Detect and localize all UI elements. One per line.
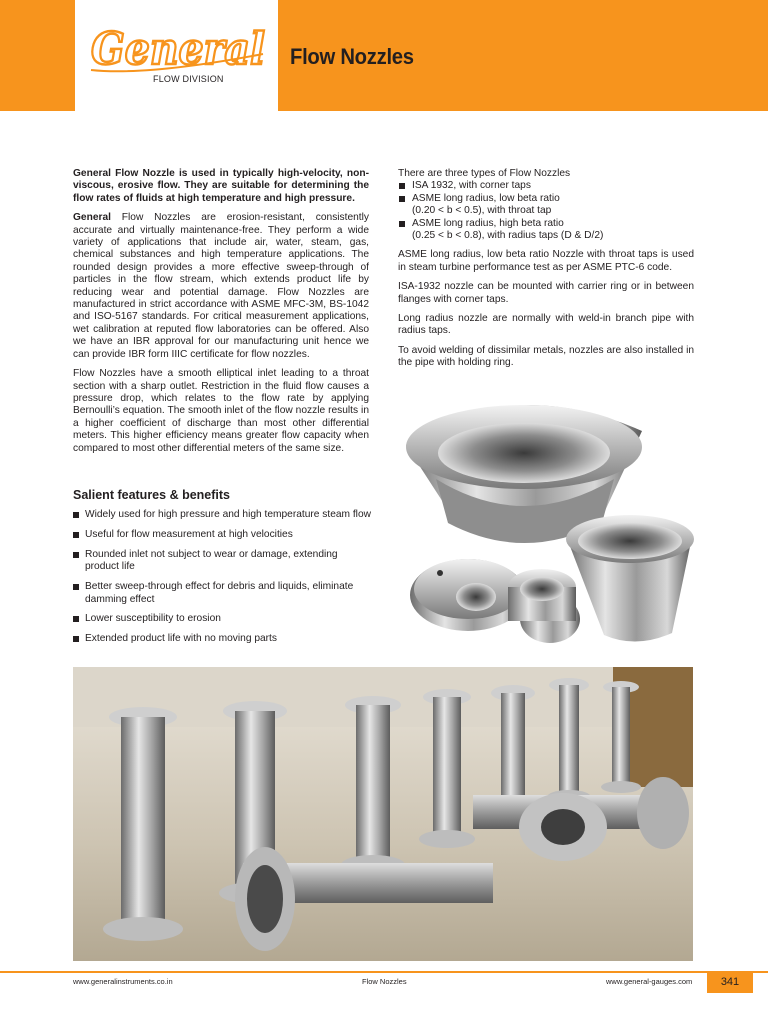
brand-lead: General — [73, 212, 111, 224]
intro-paragraph: General Flow Nozzle is used in typically high-velocity, non-viscous, erosive flow. They are suitable for determining the flow rates of fluids at high temperature and high pressure. — [73, 168, 369, 204]
flow-nozzle-assemblies-photo — [73, 667, 693, 961]
page-number — [707, 971, 753, 993]
list-item: ASME long radius, high beta ratio (0.25 < b < 0.8), with radius taps (D & D/2) — [398, 218, 694, 243]
footer-section-name: Flow Nozzles — [362, 977, 407, 986]
feature-item: Lower susceptibility to erosion — [73, 613, 373, 625]
nozzle-product-photo — [392, 383, 732, 663]
features-title: Salient features & benefits — [73, 488, 230, 502]
list-item: ISA 1932, with corner taps — [398, 180, 694, 192]
right-paragraph: To avoid welding of dissimilar metals, nozzles are also installed in the pipe with holding ring. — [398, 344, 694, 369]
square-bullet-icon — [399, 183, 405, 189]
square-bullet-icon — [399, 196, 405, 202]
general-logo — [87, 14, 269, 78]
right-column — [398, 168, 694, 377]
footer-rule — [0, 971, 768, 973]
square-bullet-icon — [73, 552, 79, 558]
footer-website-left[interactable]: www.generalinstruments.co.in — [73, 977, 173, 986]
page-title: Flow Nozzles — [290, 44, 414, 69]
square-bullet-icon — [73, 512, 79, 518]
principle-paragraph: Flow Nozzles have a smooth elliptical inlet leading to a throat section with a sharp outlet. Restriction in the fluid flow causes a pressure drop, which relates to the flow rate by applying Bernoulli’s equation. The smooth inlet of the flow nozzle results in a higher coefficient of discharge than most other differential meters. This higher efficiency means greater flow capacity when compared to most other differential meters of the same size. — [73, 368, 369, 454]
page-number-text: 341 — [720, 976, 740, 988]
square-bullet-icon — [73, 636, 79, 642]
feature-item: Extended product life with no moving parts — [73, 633, 373, 645]
assemblies-illustration — [73, 667, 693, 961]
right-paragraph: Long radius nozzle are normally with weld-in branch pipe with radius taps. — [398, 313, 694, 337]
description-body: Flow Nozzles are erosion-resistant, consistently accurate and virtually maintenance-free. They perform a wide variety of applications that include air, water, steam, gas, chemical substances and high temperature applications. The rounded design provides a more effective sweep-through of particles in the flow stream, which extends product life by reducing wear and potential damage. Flow Nozzles are manufactured in strict accordance with ASME MFC-3M, BS-1042 and ISO-5167 standards. For critical measurement applications, wet calibration at reputed flow laboratories can be offered. Also we have an IBR approval for our manufacturing unit hence we can provide IBR form IIIC certificate for flow nozzles. — [73, 212, 369, 360]
types-heading: There are three types of Flow Nozzles — [398, 168, 571, 179]
feature-item: Useful for flow measurement at high velocities — [73, 529, 373, 541]
square-bullet-icon — [73, 584, 79, 590]
right-paragraph: ASME long radius, low beta ratio Nozzle with throat taps is used in steam turbine performance test as per ASME PTC-6 code. — [398, 249, 694, 273]
features-list — [73, 509, 373, 653]
division-label: FLOW DIVISION — [153, 74, 224, 84]
feature-item: Better sweep-through effect for debris and liquids, eliminate damming effect — [73, 581, 373, 606]
page-header — [0, 0, 768, 111]
left-column — [73, 168, 369, 462]
square-bullet-icon — [399, 221, 405, 227]
logo-text: General — [91, 24, 265, 75]
square-bullet-icon — [73, 532, 79, 538]
feature-item: Widely used for high pressure and high temperature steam flow — [73, 509, 373, 521]
list-item: ASME long radius, low beta ratio (0.20 < b < 0.5), with throat tap — [398, 193, 694, 218]
types-list — [398, 180, 694, 242]
feature-item: Rounded inlet not subject to wear or damage, extending product life — [73, 549, 373, 574]
footer-website-right[interactable]: www.general-gauges.com — [606, 977, 693, 986]
right-paragraph: ISA-1932 nozzle can be mounted with carrier ring or in between flanges with corner taps. — [398, 281, 694, 305]
description-paragraph — [73, 212, 369, 361]
square-bullet-icon — [73, 616, 79, 622]
logo-box — [75, 0, 278, 111]
